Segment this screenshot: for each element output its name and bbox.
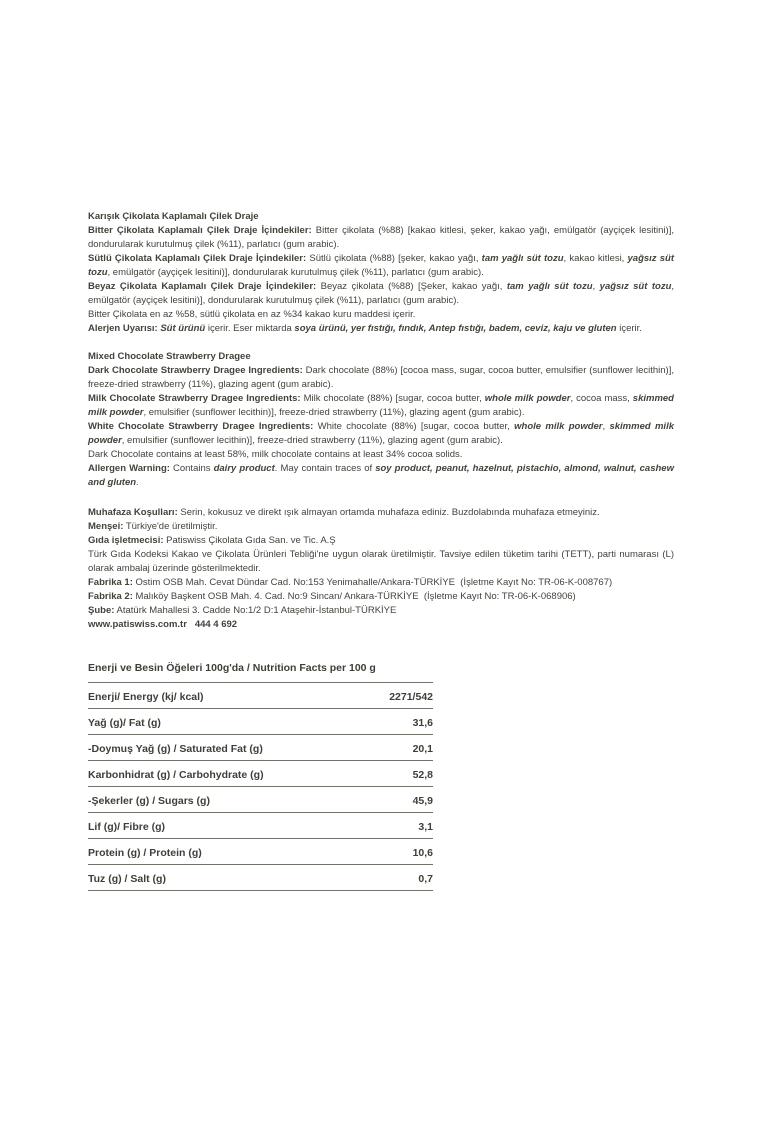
nutrition-row-fibre [88, 813, 433, 839]
text-segment: , [592, 281, 600, 292]
text-segment: Contains [169, 463, 214, 474]
text-segment: tam yağlı süt tozu [506, 281, 593, 292]
nutrition-row-salt [88, 865, 433, 891]
text-segment: , cocoa mass, [570, 393, 633, 404]
text-segment: Dark chocolate (88%) [cocoa mass, sugar, cocoa butter, emulsifier (sunflower lecithin)], freeze-dried strawberry (11%), glazing agent (gum arabic). [88, 365, 674, 390]
nutrition-row-protein [88, 839, 433, 865]
nutrition-row-value: 45,9 [412, 795, 433, 807]
text-segment: Patiswiss Çikolata Gıda San. ve Tic. A.Ş [163, 535, 336, 546]
text-segment: whole milk powder [514, 421, 603, 432]
ingredients-tr-dark [88, 224, 674, 252]
ingredients-en-dark [88, 364, 674, 392]
text-segment: Allergen Warning: [88, 463, 170, 474]
text-segment: Atatürk Mahallesi 3. Cadde No:1/2 D:1 Ataşehir-İstanbul-TÜRKİYE [114, 605, 397, 616]
allergen-warning-en [88, 462, 674, 490]
text-segment: , emulsifier (sunflower lecithin)], freeze-dried strawberry (11%), glazing agent (gum arabic). [143, 407, 525, 418]
text-segment: Sütlü Çikolata Kaplamalı Çilek Draje İçindekiler: [88, 253, 307, 264]
text-segment: Gıda işletmecisi: [88, 535, 164, 546]
text-segment: www.patiswiss.com.tr 444 4 692 [88, 619, 238, 630]
ingredients-english-section [88, 350, 674, 490]
branch-address-line [88, 604, 674, 618]
text-segment: White chocolate (88%) [sugar, cocoa butter, [313, 421, 515, 432]
text-segment: Menşei: [88, 521, 124, 532]
text-segment: Ostim OSB Mah. Cevat Dündar Cad. No:153 Yenimahalle/Ankara-TÜRKİYE (İşletme Kayıt No: TR-06-K-008767) [132, 577, 613, 588]
nutrition-row-value: 2271/542 [389, 691, 433, 703]
nutrition-row-label: Lif (g)/ Fibre (g) [88, 821, 165, 833]
text-segment: yağsız süt tozu [88, 253, 674, 278]
text-segment: , emülgatör (ayçiçek lesitini)], dondurularak kurutulmuş çilek (%11), parlatıcı (gum arabic). [88, 281, 675, 306]
text-segment: içerir. Eser miktarda [205, 323, 295, 334]
website-phone-line [88, 618, 674, 632]
text-segment: Malıköy Başkent OSB Mah. 4. Cad. No:9 Sincan/ Ankara-TÜRKİYE (İşletme Kayıt No: TR-06-K-068906) [132, 591, 576, 602]
nutrition-row-label: Karbonhidrat (g) / Carbohydrate (g) [88, 769, 264, 781]
text-segment: , emülgatör (ayçiçek lesitini)], dondurularak kurutulmuş çilek (%11), parlatıcı (gum arabic). [107, 267, 484, 278]
text-segment: Dark Chocolate contains at least 58%, milk chocolate contains at least 34% cocoa solids. [88, 449, 463, 460]
text-segment: Muhafaza Koşulları: [88, 507, 178, 518]
ingredients-en-milk [88, 392, 674, 420]
text-segment: Türk Gıda Kodeksi Kakao ve Çikolata Ürünleri Tebliği'ne uygun olarak üretilmiştir. Tavsiye edilen tüketim tarihi (TETT), parti numarası (L) olarak ambalaj üzerinde gösterilmektedir. [88, 549, 674, 574]
text-segment: Şube: [88, 605, 115, 616]
text-segment: Fabrika 1: [88, 577, 133, 588]
nutrition-row-label: Yağ (g)/ Fat (g) [88, 717, 161, 729]
label-content [88, 210, 674, 891]
manufacturer-info-section [88, 506, 674, 632]
text-segment: , [602, 421, 610, 432]
text-segment: soya ürünü, yer fıstığı, fındık, Antep fıstığı, badem, ceviz, kaju ve gluten [294, 323, 617, 334]
text-segment: Bitter Çikolata en az %58, sütlü çikolata en az %34 kakao kuru maddesi içerir. [88, 309, 416, 320]
text-segment: Beyaz Çikolata Kaplamalı Çilek Draje İçindekiler: [88, 281, 317, 292]
text-segment: Alerjen Uyarısı: [88, 323, 158, 334]
text-segment: tam yağlı süt tozu [481, 253, 564, 264]
nutrition-row-label: Protein (g) / Protein (g) [88, 847, 202, 859]
nutrition-row-value: 31,6 [412, 717, 433, 729]
allergen-warning-tr [88, 322, 674, 336]
factory-2-address-line [88, 590, 674, 604]
text-segment: skimmed milk powder [88, 421, 674, 446]
text-segment: . May contain traces of [274, 463, 376, 474]
nutrition-row-label: Enerji/ Energy (kj/ kcal) [88, 691, 204, 703]
ingredients-tr-milk [88, 252, 674, 280]
text-segment: Bitter Çikolata Kaplamalı Çilek Draje İçindekiler: [88, 225, 312, 236]
text-segment: , kakao kitlesi, [563, 253, 628, 264]
nutrition-row-saturated-fat [88, 735, 433, 761]
text-segment: içerir. [616, 323, 642, 334]
nutrition-table-title: Enerji ve Besin Öğeleri 100g'da / Nutrition Facts per 100 g [88, 662, 433, 683]
text-segment: Türkiye'de üretilmiştir. [123, 521, 218, 532]
nutrition-row-value: 3,1 [418, 821, 433, 833]
text-segment: dairy product [213, 463, 275, 474]
nutrition-row-value: 10,6 [412, 847, 433, 859]
ingredients-turkish-section [88, 210, 674, 336]
nutrition-row-carbohydrate [88, 761, 433, 787]
text-segment: Milk Chocolate Strawberry Dragee Ingredients: [88, 393, 301, 404]
text-segment: yağsız süt tozu [599, 281, 672, 292]
nutrition-row-label: Tuz (g) / Salt (g) [88, 873, 166, 885]
product-title-turkish: Karışık Çikolata Kaplamalı Çilek Draje [88, 211, 259, 222]
nutrition-row-value: 20,1 [412, 743, 433, 755]
ingredients-tr-white [88, 280, 674, 308]
text-segment: soy product, peanut, hazelnut, pistachio, almond, walnut, cashew and gluten [88, 463, 674, 488]
nutrition-row-value: 0,7 [418, 873, 433, 885]
text-segment: Dark Chocolate Strawberry Dragee Ingredients: [88, 365, 303, 376]
text-segment: . [136, 477, 139, 488]
ingredients-en-white [88, 420, 674, 448]
nutrition-row-fat [88, 709, 433, 735]
text-segment: , emulsifier (sunflower lecithin)], freeze-dried strawberry (11%), glazing agent (gum arabic). [121, 435, 503, 446]
text-segment: skimmed milk powder [88, 393, 674, 418]
factory-1-address-line [88, 576, 674, 590]
nutrition-row-energy [88, 683, 433, 709]
nutrition-facts-table [88, 662, 433, 891]
product-title-english: Mixed Chocolate Strawberry Dragee [88, 351, 251, 362]
text-segment: White Chocolate Strawberry Dragee Ingredients: [88, 421, 314, 432]
text-segment: Beyaz çikolata (%88) [Şeker, kakao yağı, [316, 281, 507, 292]
food-operator-line [88, 534, 674, 548]
text-segment: Fabrika 2: [88, 591, 133, 602]
nutrition-row-label: -Doymuş Yağ (g) / Saturated Fat (g) [88, 743, 263, 755]
nutrition-row-value: 52,8 [412, 769, 433, 781]
cocoa-solids-statement-tr [88, 308, 674, 322]
origin-line [88, 520, 674, 534]
text-segment: Süt ürünü [160, 323, 206, 334]
storage-conditions-line [88, 506, 674, 520]
text-segment: Milk chocolate (88%) [sugar, cocoa butter, [300, 393, 485, 404]
text-segment: Bitter çikolata (%88) [kakao kitlesi, şeker, kakao yağı, emülgatör (ayçiçek lesitini)], dondurularak kurutulmuş çilek (%11), parlatıcı (gum arabic). [88, 225, 674, 250]
regulation-line [88, 548, 674, 576]
text-segment: whole milk powder [484, 393, 571, 404]
nutrition-row-sugars [88, 787, 433, 813]
text-segment: Serin, kokusuz ve direkt ışık almayan ortamda muhafaza ediniz. Buzdolabında muhafaza etmeyiniz. [177, 507, 600, 518]
cocoa-solids-statement-en [88, 448, 674, 462]
nutrition-row-label: -Şekerler (g) / Sugars (g) [88, 795, 210, 807]
text-segment: Sütlü çikolata (%88) [şeker, kakao yağı, [306, 253, 482, 264]
